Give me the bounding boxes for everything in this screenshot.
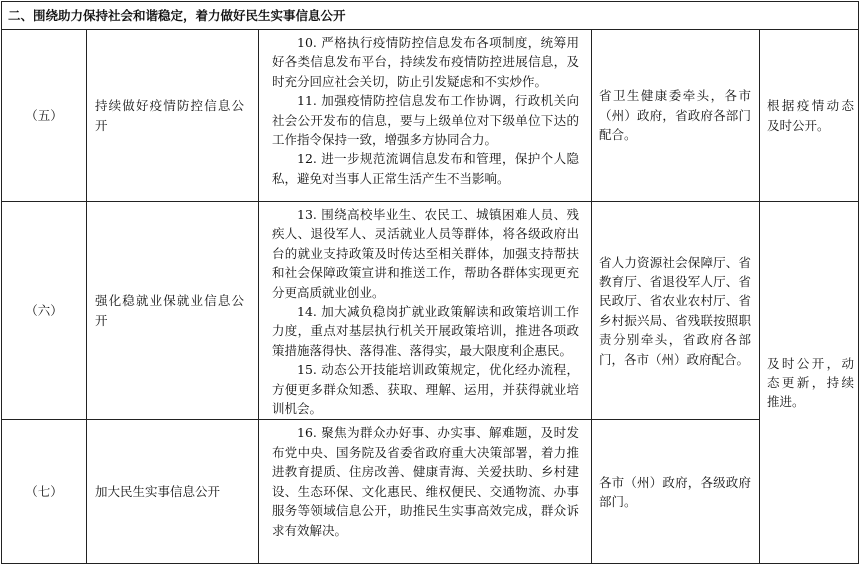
row-number: （六）: [2, 202, 87, 420]
content-item: 14. 加大减负稳岗扩就业政策解读和政策培训工作力度，重点对基层执行机关开展政策培训，推进各项政策措施落得快、落得准、落得实，最大限度利企惠民。: [272, 304, 579, 358]
content-item: 13. 围绕高校毕业生、农民工、城镇困难人员、残疾人、退役军人、灵活就业人员等群体，将各级政府出台的就业支持政策及时传达至相关群体，加强支持帮扶和社会保障政策宣讲和推送工作，帮助各群体实现更充分更高质就业创业。: [272, 207, 579, 300]
row-number: （七）: [2, 420, 87, 564]
row-department: 省人力资源社会保障厅、省教育厅、省退役军人厅、省民政厅、省农业农村厅、省乡村振兴局、省残联按照职责分别牵头，省政府各部门，各市（州）政府配合。: [592, 202, 760, 420]
content-item: 11. 加强疫情防控信息发布工作协调，行政机关向社会公开发布的信息，要与上级单位对下级单位下达的工作指令保持一致，增强多方协同合力。: [272, 93, 579, 148]
table-row: [2, 30, 859, 202]
content-item: 12. 进一步规范流调信息发布和管理，保护个人隐私，避免对当事人正常生活产生不当影响。: [272, 151, 579, 186]
row-department: 各市（州）政府，各级政府部门。: [592, 420, 760, 564]
content-item: 16. 聚焦为群众办好事、办实事、解难题，及时发布党中央、国务院及省委省政府重大决策部署，着力推进教育提质、住房改善、健康青海、关爱扶助、乡村建设、生态环保、文化惠民、维权便民、交通物流、办事服务等领域信息公开，助推民生实事高效完成，群众诉求有效解决。: [272, 425, 579, 538]
section-header-row: [2, 2, 859, 30]
table-row: [2, 420, 859, 564]
row-content: [259, 202, 592, 420]
row-category: 加大民生实事信息公开: [87, 420, 259, 564]
section-title: 二、围绕助力保持社会和谐稳定，着力做好民生实事信息公开: [2, 2, 859, 30]
row-number: （五）: [2, 30, 87, 202]
disclosure-tasks-table: [1, 1, 859, 564]
row-timing: 及时公开，动态更新，持续推进。: [760, 202, 859, 564]
row-category: 强化稳就业保就业信息公开: [87, 202, 259, 420]
row-timing: 根据疫情动态及时公开。: [760, 30, 859, 202]
table-row: [2, 202, 859, 420]
content-item: 10. 严格执行疫情防控信息发布各项制度，统筹用好各类信息发布平台，持续发布疫情防控进展信息，及时充分回应社会关切，防止引发疑虑和不实炒作。: [272, 35, 579, 89]
row-category: 持续做好疫情防控信息公开: [87, 30, 259, 202]
row-content: [259, 420, 592, 564]
row-department: 省卫生健康委牵头，各市（州）政府，省政府各部门配合。: [592, 30, 760, 202]
content-item: 15. 动态公开技能培训政策规定，优化经办流程，方便更多群众知悉、获取、理解、运用，并获得就业培训机会。: [272, 362, 579, 417]
row-content: [259, 30, 592, 202]
